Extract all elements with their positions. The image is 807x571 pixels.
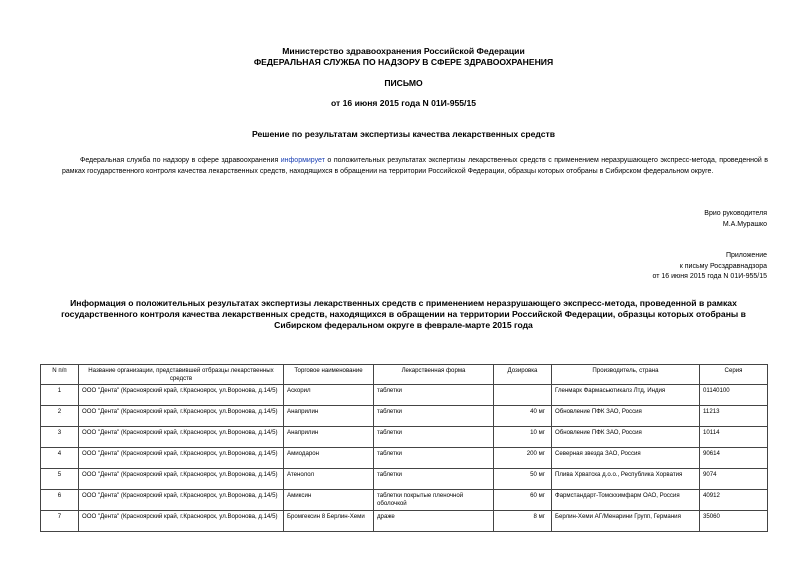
results-table xyxy=(40,364,768,532)
cell-form: таблетки xyxy=(374,385,494,406)
appendix-line-1: Приложение xyxy=(725,252,767,259)
cell-num: 2 xyxy=(41,406,79,427)
cell-dose: 8 мг xyxy=(494,511,552,532)
cell-maker: Северная звезда ЗАО, Россия xyxy=(552,448,700,469)
cell-dose: 50 мг xyxy=(494,469,552,490)
inform-link[interactable]: информирует xyxy=(280,157,325,164)
cell-form: таблетки xyxy=(374,427,494,448)
cell-series: 11213 xyxy=(700,406,768,427)
cell-num: 7 xyxy=(41,511,79,532)
header-series: Серия xyxy=(700,365,768,385)
cell-org: ООО "Дента" (Красноярский край, г.Красноярск, ул.Воронова, д.14/5) xyxy=(79,385,284,406)
doc-subject: Решение по результатам экспертизы качества лекарственных средств xyxy=(251,129,556,139)
table-row xyxy=(41,448,768,469)
cell-maker: Плива Хрватска д.о.о., Республика Хорватия xyxy=(552,469,700,490)
table-row xyxy=(41,406,768,427)
header-dose: Дозировка xyxy=(494,365,552,385)
header-num: N п/п xyxy=(41,365,79,385)
cell-org: ООО "Дента" (Красноярский край, г.Красноярск, ул.Воронова, д.14/5) xyxy=(79,427,284,448)
signature-position: Врио руководителя xyxy=(704,210,767,217)
cell-trade: Бромгексин 8 Берлин-Хеми xyxy=(284,511,374,532)
cell-maker: Гленмарк Фармасьютикалз Лтд, Индия xyxy=(552,385,700,406)
appendix-line-2: к письму Росздравнадзора xyxy=(679,262,767,270)
cell-dose: 200 мг xyxy=(494,448,552,469)
cell-num: 4 xyxy=(41,448,79,469)
appendix-block xyxy=(652,251,767,283)
info-title: Информация о положительных результатах экспертизы лекарственных средств с применением неразрушающего экспресс-метода, проведенной в рамках государственного контроля качества лекарственных средств, находящихся в обращении на территории Российской Федерации, образцы которых отобраны в Сибирском федеральном округе в феврале-марте 2015 года xyxy=(61,298,746,330)
cell-trade: Анаприлин xyxy=(284,427,374,448)
appendix-line-3: от 16 июня 2015 года N 01И-955/15 xyxy=(652,273,767,280)
cell-form: таблетки xyxy=(374,406,494,427)
cell-num: 3 xyxy=(41,427,79,448)
cell-dose: 40 мг xyxy=(494,406,552,427)
cell-num: 6 xyxy=(41,490,79,511)
doc-date: от 16 июня 2015 года N 01И-955/15 xyxy=(331,98,476,108)
cell-maker: Обновление ПФК ЗАО, Россия xyxy=(552,406,700,427)
table-row xyxy=(41,385,768,406)
intro-text-1: Федеральная служба по надзору в сфере здравоохранения xyxy=(80,157,281,164)
cell-num: 5 xyxy=(41,469,79,490)
cell-num: 1 xyxy=(41,385,79,406)
header-form: Лекарственная форма xyxy=(374,365,494,385)
table-header-row xyxy=(41,365,768,385)
cell-maker: Берлин-Хеми АГ/Менарини Групп, Германия xyxy=(552,511,700,532)
cell-series: 90614 xyxy=(700,448,768,469)
cell-org: ООО "Дента" (Красноярский край, г.Красноярск, ул.Воронова, д.14/5) xyxy=(79,448,284,469)
cell-org: ООО "Дента" (Красноярский край, г.Красноярск, ул.Воронова, д.14/5) xyxy=(79,406,284,427)
cell-trade: Амиодарон xyxy=(284,448,374,469)
cell-series: 40912 xyxy=(700,490,768,511)
cell-org: ООО "Дента" (Красноярский край, г.Красноярск, ул.Воронова, д.14/5) xyxy=(79,511,284,532)
cell-series: 10114 xyxy=(700,427,768,448)
doc-type: ПИСЬМО xyxy=(384,78,423,88)
header-trade: Торговое наименование xyxy=(284,365,374,385)
service-title: ФЕДЕРАЛЬНАЯ СЛУЖБА ПО НАДЗОРУ В СФЕРЕ ЗДРАВООХРАНЕНИЯ xyxy=(253,57,554,67)
cell-maker: Фармстандарт-Томскхимфарм ОАО, Россия xyxy=(552,490,700,511)
cell-trade: Атенолол xyxy=(284,469,374,490)
cell-org: ООО "Дента" (Красноярский край, г.Красноярск, ул.Воронова, д.14/5) xyxy=(79,490,284,511)
cell-form: таблетки xyxy=(374,448,494,469)
cell-trade: Аскорил xyxy=(284,385,374,406)
signature-name: М.А.Мурашко xyxy=(722,220,767,228)
signature-block xyxy=(704,209,767,230)
cell-dose xyxy=(494,385,552,406)
cell-form: таблетки покрытые пленочной оболочкой xyxy=(374,490,494,511)
cell-dose: 10 мг xyxy=(494,427,552,448)
cell-trade: Амиксин xyxy=(284,490,374,511)
cell-maker: Обновление ПФК ЗАО, Россия xyxy=(552,427,700,448)
table-row xyxy=(41,490,768,511)
intro-paragraph xyxy=(62,155,768,177)
intro-text-2: о положительных результатах экспертизы лекарственных средств с применением неразрушающего экспресс-метода, проведенной в рамках государственного контроля качества лекарственных средств, находящихся в обращении на территории Российской Федерации, образцы которых отобраны в Сибирском федеральном округе. xyxy=(62,157,768,175)
table-row xyxy=(41,469,768,490)
table-row xyxy=(41,427,768,448)
cell-form: драже xyxy=(374,511,494,532)
cell-org: ООО "Дента" (Красноярский край, г.Красноярск, ул.Воронова, д.14/5) xyxy=(79,469,284,490)
table-row xyxy=(41,511,768,532)
ministry-title: Министерство здравоохранения Российской Федерации xyxy=(282,46,525,56)
cell-trade: Анаприлин xyxy=(284,406,374,427)
cell-series: 9074 xyxy=(700,469,768,490)
header-maker: Производитель, страна xyxy=(552,365,700,385)
cell-series: 35060 xyxy=(700,511,768,532)
cell-series: 01140100 xyxy=(700,385,768,406)
header-org: Название организации, представившей отбразцы лекарственных средств xyxy=(79,365,284,385)
cell-form: таблетки xyxy=(374,469,494,490)
cell-dose: 60 мг xyxy=(494,490,552,511)
